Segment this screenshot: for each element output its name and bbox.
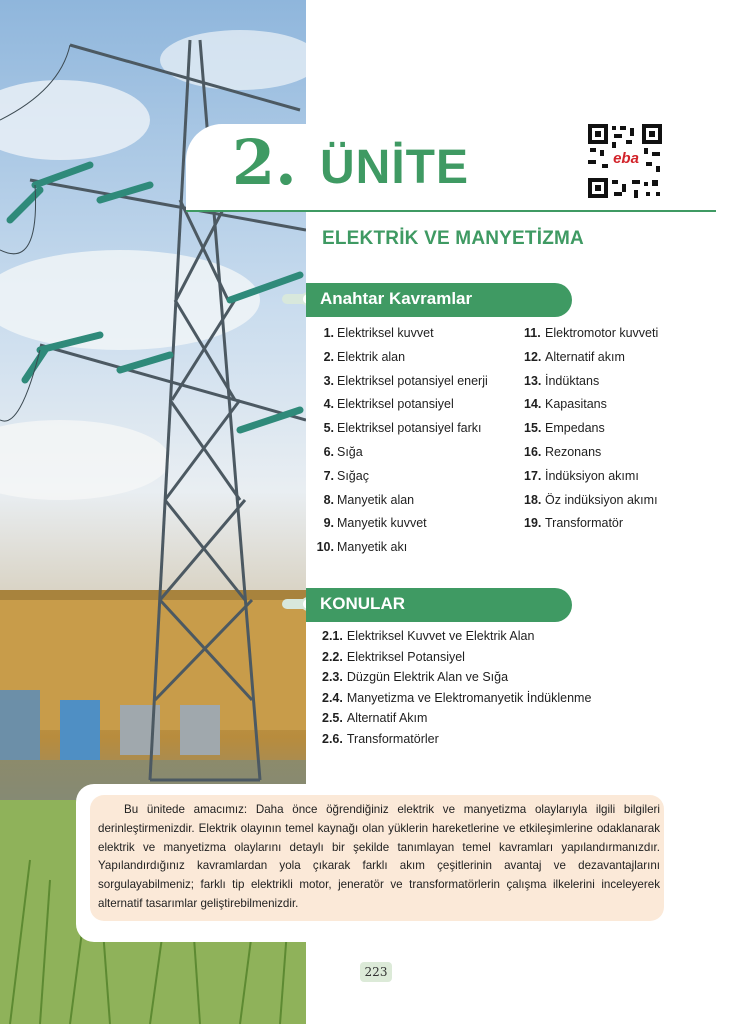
list-item: 8. Manyetik alan [323,492,415,507]
list-item: 2.1. Elektriksel Kuvvet ve Elektrik Alan [322,629,535,643]
list-item: 6. Sığa [323,444,363,459]
list-item: 14. Kapasitans [524,397,607,412]
list-item: 10. Manyetik akı [316,540,408,555]
list-item: 19. Transformatör [524,516,624,531]
unit-subtitle: ELEKTRİK VE MANYETİZMA [322,228,584,249]
list-item: 2.5. Alternatif Akım [322,711,428,726]
list-item: 2. Elektrik alan [323,349,406,364]
key-concepts-list-left [314,322,514,560]
list-item: 2.3. Düzgün Elektrik Alan ve Sığa [322,670,509,685]
page-number: 223 [360,962,392,982]
list-item: 1. Elektriksel kuvvet [323,326,434,340]
list-item: 3. Elektriksel potansiyel enerji [323,373,488,388]
key-concepts-heading: Anahtar Kavramlar [320,289,473,308]
eba-logo: eba [608,150,644,168]
topics-list [322,626,591,750]
list-item: 17. İndüksiyon akımı [524,468,639,483]
list-item: 18. Öz indüksiyon akımı [524,492,658,507]
key-concepts-list-right [524,322,724,536]
topics-header [306,588,572,622]
unit-number: 2. [232,126,297,199]
list-item: 11. Elektromotor kuvveti [524,326,659,340]
list-item: 15. Empedans [524,421,605,436]
list-item: 5. Elektriksel potansiyel farkı [323,421,482,436]
list-item: 2.4. Manyetizma ve Elektromanyetik İndüklenme [322,690,592,705]
list-item: 2.6. Transformatörler [322,731,439,746]
list-item: 16. Rezonans [524,444,602,459]
list-item: 4. Elektriksel potansiyel [323,397,454,412]
topics-heading: KONULAR [320,594,405,613]
list-item: 13. İndüktans [524,373,600,388]
list-item: 9. Manyetik kuvvet [323,516,427,531]
unit-title: ÜNİTE [320,141,469,194]
key-concepts-header [306,283,572,317]
list-item: 2.2. Elektriksel Potansiyel [322,649,465,664]
list-item: 12. Alternatif akım [524,349,625,364]
intro-paragraph: Bu ünitede amacımız: Daha önce öğrendiğiniz elektrik ve manyetizma olaylarıyla ilgili bilgileri derinleştirmenizdir. Elektrik olayının temel kaynağı olan yüklerin hareketlerine ve etkileşimlerine odaklanarak elektrik ve manyetizma olaylarını detaylı bir şekilde tanımlayan temel kavramları yapılandırmanızdır. Yapılandırdığınız kavramlardan yola çıkarak farklı akım çeşitlerinin avantaj ve dezavantajlarını sorgulayabilmeniz; farklı tip elektrikli motor, jeneratör ve transformatörlerin çalışma ilkelerini inceleyerek alternatif tasarımlar geliştirebilmenizdir. [98,803,660,910]
list-item: 7. Sığaç [323,468,369,483]
